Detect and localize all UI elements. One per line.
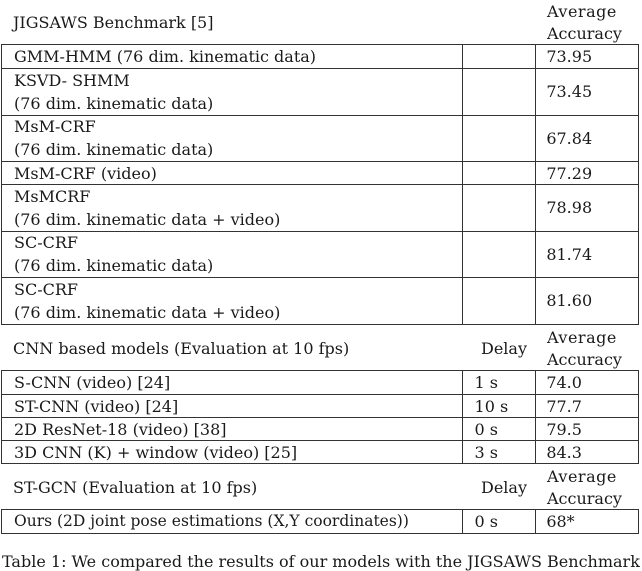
cnn-header xyxy=(1,326,639,371)
table-row xyxy=(2,115,638,162)
model-input: (76 dim. kinematic data + video) xyxy=(14,209,281,229)
model-name: KSVD- SHMM xyxy=(14,70,130,90)
model-input: (76 dim. kinematic data + video) xyxy=(14,302,281,322)
accuracy-cell: 84.3 xyxy=(546,442,582,462)
model-cell: Ours (2D joint pose estimations (X,Y coordinates)) xyxy=(2,510,463,533)
table-row xyxy=(2,161,638,184)
model-name: MsM-CRF xyxy=(14,117,96,137)
benchmark-title: JIGSAWS Benchmark [5] xyxy=(13,13,214,32)
benchmark-delay-header xyxy=(463,0,537,45)
model-cell xyxy=(2,69,463,115)
accuracy-cell: 74.0 xyxy=(546,373,582,392)
model-cell xyxy=(2,232,463,278)
model-cell xyxy=(2,278,463,324)
model-cell xyxy=(2,185,463,231)
cnn-accuracy-header xyxy=(537,326,639,371)
delay-cell: 0 s xyxy=(463,510,537,533)
table-row xyxy=(2,68,638,115)
model-cell: GMM-HMM (76 dim. kinematic data) xyxy=(2,45,463,68)
model-name: MsMCRF xyxy=(14,186,91,206)
delay-cell xyxy=(463,232,537,278)
delay-cell: 1 s xyxy=(463,371,537,394)
model-input: (76 dim. kinematic data) xyxy=(14,140,214,160)
table-row xyxy=(2,371,638,394)
model-cell: 3D CNN (K) + window (video) [25] xyxy=(2,441,463,463)
benchmark-accuracy-header xyxy=(537,0,639,45)
model-input: (76 dim. kinematic data) xyxy=(14,256,214,276)
model-cell: 2D ResNet-18 (video) [38] xyxy=(2,418,463,440)
accuracy-cell: 68* xyxy=(546,512,575,531)
stgcn-table xyxy=(1,509,639,534)
cnn-title: CNN based models (Evaluation at 10 fps) xyxy=(13,339,350,358)
benchmark-header xyxy=(1,0,639,45)
stgcn-accuracy-header xyxy=(537,465,639,510)
model-cell xyxy=(2,116,463,162)
benchmark-table xyxy=(1,44,639,325)
cnn-delay-header: Delay xyxy=(481,339,527,358)
model-name: SC-CRF xyxy=(14,233,78,253)
table-row xyxy=(2,184,638,231)
model-name: SC-CRF xyxy=(14,279,78,299)
accuracy-header-line1: Average xyxy=(547,1,617,21)
cnn-table xyxy=(1,370,639,464)
table-row xyxy=(2,394,638,417)
delay-cell xyxy=(463,45,537,68)
accuracy-cell: 77.7 xyxy=(546,396,582,416)
accuracy-cell: 73.45 xyxy=(546,82,593,102)
accuracy-header-line2: Accuracy xyxy=(547,349,622,369)
delay-cell: 10 s xyxy=(463,395,537,417)
delay-cell xyxy=(463,69,537,115)
table-row xyxy=(2,440,638,463)
table-row xyxy=(2,417,638,440)
accuracy-cell: 81.60 xyxy=(546,291,593,311)
delay-cell xyxy=(463,278,537,324)
delay-cell xyxy=(463,185,537,231)
model-cell: ST-CNN (video) [24] xyxy=(2,395,463,417)
delay-cell xyxy=(463,162,537,184)
table-row xyxy=(2,510,638,533)
table-row xyxy=(2,277,638,324)
accuracy-cell: 81.74 xyxy=(546,244,593,264)
stgcn-delay-header: Delay xyxy=(481,478,527,497)
stgcn-title: ST-GCN (Evaluation at 10 fps) xyxy=(13,478,258,497)
delay-cell: 3 s xyxy=(463,441,537,463)
table-row xyxy=(2,231,638,278)
stgcn-header xyxy=(1,465,639,510)
accuracy-header-line2: Accuracy xyxy=(547,23,622,43)
model-input: (76 dim. kinematic data) xyxy=(14,93,214,113)
accuracy-cell: 73.95 xyxy=(546,47,593,66)
accuracy-cell: 79.5 xyxy=(546,419,582,439)
model-cell: MsM-CRF (video) xyxy=(2,162,463,184)
accuracy-header-line1: Average xyxy=(547,466,617,486)
model-cell: S-CNN (video) [24] xyxy=(2,371,463,394)
accuracy-header-line2: Accuracy xyxy=(547,488,622,508)
delay-cell: 0 s xyxy=(463,418,537,440)
delay-cell xyxy=(463,116,537,162)
accuracy-cell: 67.84 xyxy=(546,128,593,148)
table-row xyxy=(2,45,638,68)
accuracy-cell: 78.98 xyxy=(546,198,593,218)
accuracy-header-line1: Average xyxy=(547,327,617,347)
table-caption: Table 1: We compared the results of our models with the JIGSAWS Benchmark xyxy=(2,552,640,571)
accuracy-cell: 77.29 xyxy=(546,163,593,183)
